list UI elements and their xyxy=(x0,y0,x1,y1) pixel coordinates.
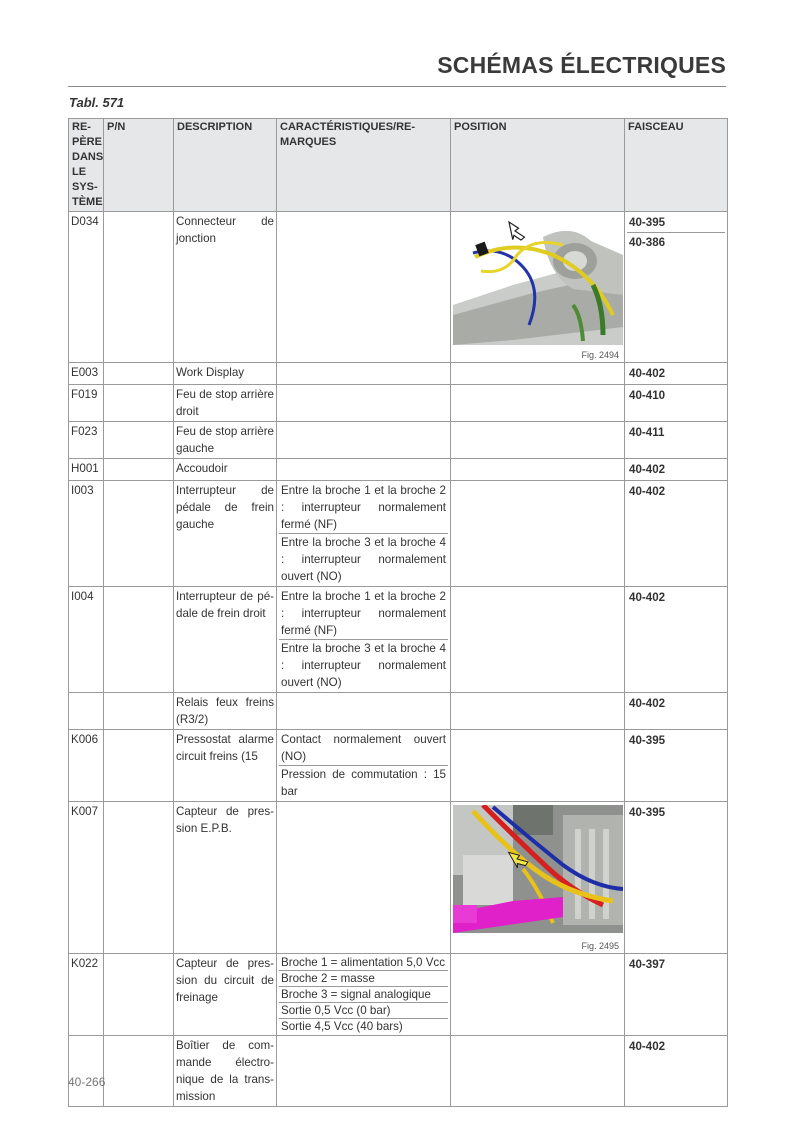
cell-caracteristiques xyxy=(277,363,451,385)
cell-ref xyxy=(69,1036,104,1107)
cell-faisceau xyxy=(625,459,728,481)
cell-ref: K006 xyxy=(69,730,104,802)
cell-position xyxy=(451,459,625,481)
table-row xyxy=(69,1036,728,1107)
faisceau-value: 40-397 xyxy=(629,958,666,971)
cell-pn xyxy=(104,385,174,422)
characteristic-line: Entre la broche 1 et la broche 2 : interrupteur normalement fermé (NF) xyxy=(279,482,448,534)
faisceau-value: 40-386 xyxy=(629,236,666,249)
cell-faisceau xyxy=(625,802,728,954)
cell-position xyxy=(451,954,625,1036)
characteristic-line: Pression de commutation : 15 bar xyxy=(281,768,446,798)
cell-position xyxy=(451,212,625,363)
cell-faisceau xyxy=(625,954,728,1036)
col-header-description: DESCRIPTION xyxy=(174,119,277,212)
figure-caption: Fig. 2494 xyxy=(581,350,619,360)
cell-description: Interrupteur de pé-dale de frein droit xyxy=(174,587,277,693)
cell-faisceau xyxy=(625,422,728,459)
cell-caracteristiques xyxy=(277,459,451,481)
cell-faisceau xyxy=(625,212,728,363)
cell-pn xyxy=(104,1036,174,1107)
col-header-position: POSITION xyxy=(451,119,625,212)
cell-description: Feu de stop arrière gauche xyxy=(174,422,277,459)
faisceau-value: 40-402 xyxy=(629,1040,666,1053)
cell-pn xyxy=(104,363,174,385)
cell-faisceau xyxy=(625,587,728,693)
table-row xyxy=(69,587,728,693)
cell-pn xyxy=(104,693,174,730)
cell-description: Interrupteur de pédale de frein gauche xyxy=(174,481,277,587)
faisceau-value: 40-395 xyxy=(629,734,666,747)
characteristic-line: Sortie 4,5 Vcc (40 bars) xyxy=(281,1020,403,1033)
figure-2494 xyxy=(453,213,622,361)
connector-photo xyxy=(453,215,623,345)
cell-pn xyxy=(104,802,174,954)
characteristic-line: Broche 1 = alimentation 5,0 Vcc xyxy=(279,955,448,971)
col-header-faisceau: FAISCEAU xyxy=(625,119,728,212)
cell-position xyxy=(451,422,625,459)
faisceau-value: 40-402 xyxy=(629,591,666,604)
cell-description: Boîtier de com-mande électro-nique de la trans-mission xyxy=(174,1036,277,1107)
cell-position xyxy=(451,385,625,422)
cell-pn xyxy=(104,587,174,693)
cell-description: Accoudoir xyxy=(174,459,277,481)
cell-caracteristiques xyxy=(277,587,451,693)
title-divider xyxy=(68,86,726,87)
cell-position xyxy=(451,587,625,693)
cell-position xyxy=(451,481,625,587)
cell-pn xyxy=(104,730,174,802)
cell-pn xyxy=(104,212,174,363)
table-row xyxy=(69,481,728,587)
characteristic-line: Entre la broche 3 et la broche 4 : interrupteur normalement ouvert (NO) xyxy=(281,536,446,583)
cell-caracteristiques xyxy=(277,802,451,954)
cell-position xyxy=(451,693,625,730)
cell-caracteristiques xyxy=(277,481,451,587)
table-row xyxy=(69,385,728,422)
cell-ref: F023 xyxy=(69,422,104,459)
page-number: 40-266 xyxy=(68,1075,106,1089)
cell-description: Pressostat alarme circuit freins (15 xyxy=(174,730,277,802)
cell-ref: E003 xyxy=(69,363,104,385)
faisceau-value: 40-402 xyxy=(629,367,666,380)
faisceau-value: 40-402 xyxy=(629,463,666,476)
cell-faisceau xyxy=(625,363,728,385)
cell-position xyxy=(451,802,625,954)
pressure-sensor-photo xyxy=(453,805,623,933)
faisceau-value: 40-395 xyxy=(627,213,725,233)
faisceau-value: 40-410 xyxy=(629,389,666,402)
cell-faisceau xyxy=(625,1036,728,1107)
page-title: SCHÉMAS ÉLECTRIQUES xyxy=(437,52,726,78)
cell-ref: I004 xyxy=(69,587,104,693)
characteristic-line: Entre la broche 3 et la broche 4 : interrupteur normalement ouvert (NO) xyxy=(281,642,446,689)
table-header-row xyxy=(69,119,728,212)
characteristic-line: Broche 2 = masse xyxy=(279,971,448,987)
faisceau-value: 40-402 xyxy=(629,485,666,498)
cell-description: Capteur de pres-sion E.P.B. xyxy=(174,802,277,954)
characteristic-line: Contact normalement ouvert (NO) xyxy=(279,731,448,766)
col-header-pn: P/N xyxy=(104,119,174,212)
cell-caracteristiques xyxy=(277,693,451,730)
cell-pn xyxy=(104,459,174,481)
cell-ref: D034 xyxy=(69,212,104,363)
cell-caracteristiques xyxy=(277,954,451,1036)
table-row xyxy=(69,212,728,363)
cell-caracteristiques xyxy=(277,385,451,422)
cell-faisceau xyxy=(625,481,728,587)
characteristic-line: Broche 3 = signal analogique xyxy=(279,987,448,1003)
cell-position xyxy=(451,1036,625,1107)
characteristic-line: Sortie 0,5 Vcc (0 bar) xyxy=(279,1003,448,1019)
cell-ref: K007 xyxy=(69,802,104,954)
col-header-caracteristiques: CARACTÉRISTIQUES/RE- MARQUES xyxy=(277,119,451,212)
cell-ref: K022 xyxy=(69,954,104,1036)
cell-caracteristiques xyxy=(277,730,451,802)
cell-faisceau xyxy=(625,730,728,802)
figure-2495 xyxy=(453,803,622,952)
cell-ref: F019 xyxy=(69,385,104,422)
figure-caption: Fig. 2495 xyxy=(581,941,619,951)
faisceau-value: 40-395 xyxy=(629,806,666,819)
faisceau-value: 40-402 xyxy=(629,697,666,710)
cell-description: Feu de stop arrière droit xyxy=(174,385,277,422)
cell-faisceau xyxy=(625,385,728,422)
cell-position xyxy=(451,363,625,385)
table-row xyxy=(69,459,728,481)
table-row xyxy=(69,363,728,385)
cell-position xyxy=(451,730,625,802)
faisceau-value: 40-411 xyxy=(629,426,665,439)
table-row xyxy=(69,802,728,954)
table-row xyxy=(69,693,728,730)
col-header-ref: RE- PÈRE DANS LE SYS- TÈME xyxy=(69,119,104,212)
table-row xyxy=(69,422,728,459)
cell-faisceau xyxy=(625,693,728,730)
table-caption: Tabl. 571 xyxy=(69,95,125,110)
cell-ref: I003 xyxy=(69,481,104,587)
cell-ref xyxy=(69,693,104,730)
cell-description: Relais feux freins (R3/2) xyxy=(174,693,277,730)
cell-description: Connecteur de jonction xyxy=(174,212,277,363)
cell-pn xyxy=(104,954,174,1036)
components-table xyxy=(68,118,728,1107)
cell-pn xyxy=(104,422,174,459)
cell-caracteristiques xyxy=(277,212,451,363)
cell-caracteristiques xyxy=(277,1036,451,1107)
characteristic-line: Entre la broche 1 et la broche 2 : interrupteur normalement fermé (NF) xyxy=(279,588,448,640)
table-row xyxy=(69,954,728,1036)
cell-caracteristiques xyxy=(277,422,451,459)
cell-description: Work Display xyxy=(174,363,277,385)
table-row xyxy=(69,730,728,802)
cell-ref: H001 xyxy=(69,459,104,481)
cell-pn xyxy=(104,481,174,587)
cell-description: Capteur de pres-sion du circuit de freinage xyxy=(174,954,277,1036)
